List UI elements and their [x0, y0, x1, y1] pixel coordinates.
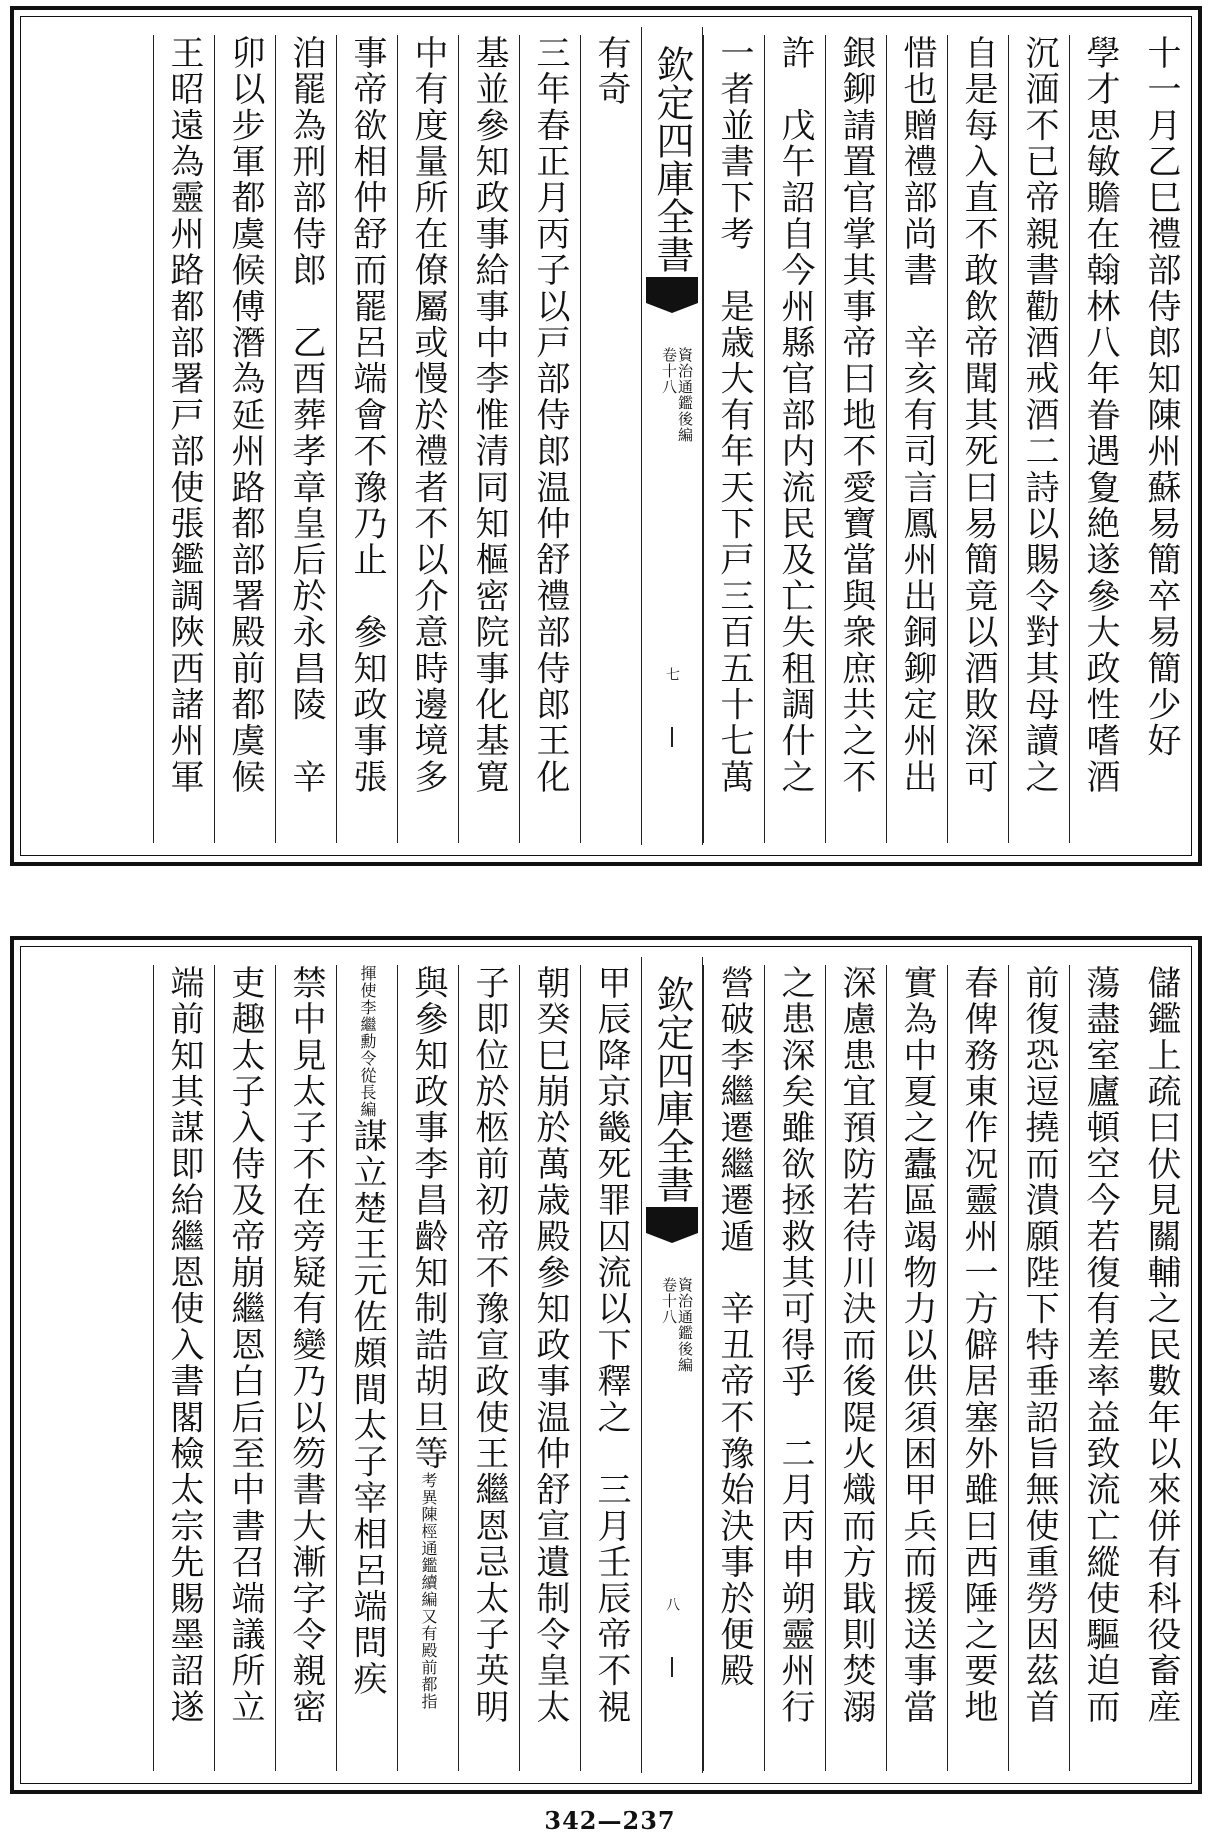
juan-label: 卷十八 — [660, 347, 678, 395]
text-column: 事帝欲相仲舒而罷呂端會不豫乃止 參知政事張 — [336, 35, 397, 843]
bottom-page — [10, 936, 1202, 1794]
fold-tick — [671, 727, 673, 747]
text-column: 春俾務東作况靈州一方僻居塞外雖曰西陲之要地 — [947, 965, 1008, 1771]
text-column: 朝癸巳崩於萬歳殿參知政事温仲舒宣遺制令皇太 — [519, 965, 580, 1771]
book-name: 資治通鑑後編 — [676, 1277, 694, 1373]
text-column: 儲鑑上疏曰伏見關輔之民數年以來併有科役畜産 — [1141, 965, 1181, 1726]
fish-tail-mark — [646, 1207, 698, 1233]
text-column: 有奇 — [580, 35, 641, 843]
folio-number: 八 — [664, 1597, 680, 1611]
text-column: 端前知其謀即紿繼恩使入書閣檢太宗先賜墨詔遂 — [153, 965, 214, 1771]
text-column: 甲辰降京畿死罪囚流以下釋之 三月壬辰帝不視 — [580, 965, 641, 1771]
text-column: 吏趣太子入侍及帝崩繼恩白后至中書召端議所立 — [214, 965, 275, 1771]
annotation-note — [419, 1472, 437, 1710]
text-column: 之患深矣雖欲拯救其可得乎 二月丙申朔靈州行 — [764, 965, 825, 1771]
text-column: 中有度量所在僚屬或慢於禮者不以介意時邊境多 — [397, 35, 458, 843]
center-fold — [641, 27, 703, 845]
text-column: 實為中夏之蠹區竭物力以供須困甲兵而援送事當 — [886, 965, 947, 1771]
text-column: 一者並書下考 是歳大有年天下戸三百五十七萬 — [703, 35, 764, 843]
bottom-page-frame — [20, 946, 1192, 1784]
fold-tick — [671, 1657, 673, 1677]
text-column: 禁中見太子不在旁疑有變乃以笏書大漸字令親密 — [275, 965, 336, 1771]
note-line: 編又有殿前都指 — [419, 1590, 438, 1710]
text-column: 自是每入直不敢飲帝聞其死曰易簡竟以酒敗深可 — [947, 35, 1008, 843]
center-title: 欽定四庫全書 — [650, 45, 694, 273]
column-main-text: 與參知政事李昌齡知制誥胡旦等 — [408, 965, 448, 1472]
note-line: 令從長編 — [358, 1050, 377, 1118]
text-column: 洎罷為刑部侍郎 乙酉葬孝章皇后於永昌陵 辛 — [275, 35, 336, 843]
text-column: 銀鉚請置官掌其事帝曰地不愛寶當與衆庶共之不 — [825, 35, 886, 843]
fish-tail-mark — [646, 277, 698, 303]
top-page — [10, 6, 1202, 866]
text-column: 前復恐逗撓而潰願陛下特垂詔旨無使重勞因茲首 — [1008, 965, 1069, 1771]
text-column: 沉湎不已帝親書勸酒戒酒二詩以賜令對其母讀之 — [1008, 35, 1069, 843]
text-column: 基並參知政事給事中李惟清同知樞密院事化基寛 — [458, 35, 519, 843]
text-column: 許 戊午詔自今州縣官部内流民及亡失租調什之 — [764, 35, 825, 843]
column-main-text: 謀立楚王元佐頗間太子宰相呂端問疾 — [347, 1118, 387, 1698]
top-page-frame — [20, 16, 1192, 856]
annotation-note — [358, 965, 376, 1118]
text-column: 惜也贈禮部尚書 辛亥有司言鳳州出銅鉚定州出 — [886, 35, 947, 843]
text-column — [397, 965, 458, 1771]
text-column: 子即位於柩前初帝不豫宣政使王繼恩忌太子英明 — [458, 965, 519, 1771]
note-line: 揮使李繼勳 — [358, 965, 377, 1050]
folio-number: 七 — [664, 667, 680, 681]
text-column: 十一月乙巳禮部侍郎知陳州蘇易簡卒易簡少好 — [1141, 35, 1181, 759]
text-column — [336, 965, 397, 1771]
text-column: 蕩盡室廬頓空今若復有差率益致流亡縱使驅迫而 — [1069, 965, 1130, 1771]
text-column: 學才思敏贍在翰林八年眷遇夐絶遂參大政性嗜酒 — [1069, 35, 1130, 843]
center-fold — [641, 957, 703, 1773]
page-number: 342—237 — [544, 1806, 676, 1835]
text-column: 王昭遠為靈州路都部署戸部使張鑑調陜西諸州軍 — [153, 35, 214, 843]
note-line: 考異陳桱通鑑續 — [419, 1471, 438, 1591]
text-column: 卯以步軍都虞候傅潛為延州路都部署殿前都虞候 — [214, 35, 275, 843]
center-title: 欽定四庫全書 — [650, 975, 694, 1203]
juan-label: 卷十八 — [660, 1277, 678, 1325]
book-name: 資治通鑑後編 — [676, 347, 694, 443]
text-column: 深慮患宜預防若待川決而後隄火熾而方戢則焚溺 — [825, 965, 886, 1771]
text-column: 三年春正月丙子以戸部侍郎温仲舒禮部侍郎王化 — [519, 35, 580, 843]
text-column: 營破李繼遷繼遷遁 辛丑帝不豫始決事於便殿 — [703, 965, 764, 1771]
